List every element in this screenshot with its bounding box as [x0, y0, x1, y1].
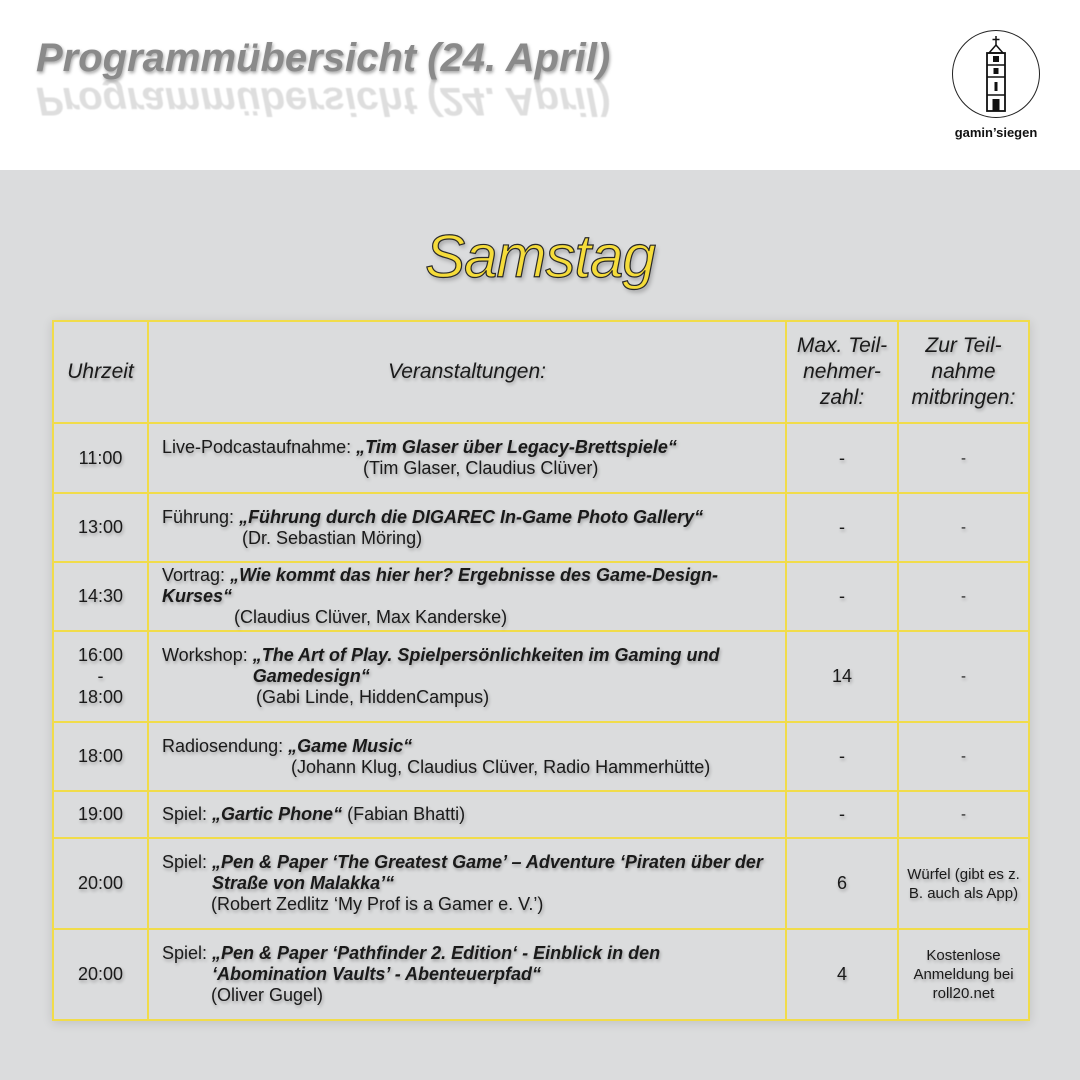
row-time-separator: - — [97, 666, 104, 686]
row-event — [148, 493, 786, 562]
row-max: - — [786, 791, 898, 838]
event-people: (Robert Zedlitz ‘My Prof is a Gamer e. V.’) — [211, 894, 544, 914]
row-time: 14:30 — [53, 562, 148, 631]
header — [0, 0, 1080, 170]
event-type: Spiel: — [162, 804, 208, 824]
row-bring: - — [898, 631, 1029, 722]
event-title: „Führung durch die DIGAREC In-Game Photo Gallery“ — [239, 506, 704, 527]
event-type: Workshop: — [162, 645, 248, 665]
row-bring: Würfel (gibt es z. B. auch als App) — [898, 838, 1029, 929]
tower-logo-icon — [952, 30, 1040, 118]
table-row — [53, 791, 1029, 838]
row-event — [148, 722, 786, 791]
event-people: (Johann Klug, Claudius Clüver, Radio Hammerhütte) — [291, 756, 711, 777]
row-time: 20:00 — [53, 929, 148, 1020]
row-event — [148, 423, 786, 493]
header-max-participants: Max. Teil-nehmer-zahl: — [786, 321, 898, 423]
table-row — [53, 722, 1029, 791]
row-time-start: 16:00 — [77, 645, 124, 665]
row-max: - — [786, 562, 898, 631]
table-row — [53, 493, 1029, 562]
event-people: (Claudius Clüver, Max Kanderske) — [234, 607, 508, 627]
event-title: „Tim Glaser über Legacy-Brettspiele“ — [356, 437, 677, 457]
table-row — [53, 562, 1029, 631]
row-event — [148, 562, 786, 631]
row-max: - — [786, 493, 898, 562]
row-time-end: 18:00 — [77, 687, 124, 707]
row-time: 19:00 — [53, 791, 148, 838]
row-bring: - — [898, 493, 1029, 562]
event-title: „Wie kommt das hier her? Ergebnisse des Game-Design-Kurses“ — [162, 565, 719, 606]
row-time: 11:00 — [53, 423, 148, 493]
row-time: 20:00 — [53, 838, 148, 929]
event-title: „Pen & Paper ‘Pathfinder 2. Edition‘ - Einblick in den ‘Abomination Vaults’ - Abenteuerpfad“ — [212, 943, 661, 984]
event-type: Spiel: — [162, 943, 208, 963]
event-title: „Pen & Paper ‘The Greatest Game’ – Adventure ‘Piraten über der Straße von Malakka’“ — [212, 852, 763, 893]
row-max: 4 — [786, 929, 898, 1020]
event-type: Live-Podcastaufnahme: — [162, 437, 352, 457]
event-type: Führung: — [162, 506, 235, 527]
header-time: Uhrzeit — [53, 321, 148, 423]
row-bring: - — [898, 423, 1029, 493]
row-max: - — [786, 722, 898, 791]
header-bring: Zur Teil-nahme mitbringen: — [898, 321, 1029, 423]
row-max: - — [786, 423, 898, 493]
event-people: (Gabi Linde, HiddenCampus) — [256, 687, 490, 707]
event-type: Vortrag: — [162, 565, 226, 585]
row-max: 14 — [786, 631, 898, 722]
table-row — [53, 929, 1029, 1020]
event-people: (Fabian Bhatti) — [347, 804, 466, 824]
row-bring: - — [898, 791, 1029, 838]
event-people: (Tim Glaser, Claudius Clüver) — [363, 458, 599, 478]
row-bring: Kostenlose Anmeldung bei roll20.net — [898, 929, 1029, 1020]
event-people: (Oliver Gugel) — [211, 985, 324, 1005]
page-title: Programmübersicht (24. April) — [36, 36, 611, 80]
table-row — [53, 838, 1029, 929]
row-bring: - — [898, 722, 1029, 791]
row-time — [53, 631, 148, 722]
day-heading: Samstag — [425, 223, 655, 290]
event-people: (Dr. Sebastian Möring) — [242, 527, 423, 548]
row-max: 6 — [786, 838, 898, 929]
event-type: Radiosendung: — [162, 735, 284, 756]
row-event — [148, 929, 786, 1020]
event-title: „Game Music“ — [288, 735, 413, 756]
table-header-row — [53, 321, 1029, 423]
event-title: „Gartic Phone“ — [212, 804, 343, 824]
logo-text: gamin’siegen — [954, 125, 1038, 140]
row-bring: - — [898, 562, 1029, 631]
header-events: Veranstaltungen: — [148, 321, 786, 423]
page-title-reflection: Programmübersicht (24. April) — [36, 79, 611, 123]
event-type: Spiel: — [162, 852, 208, 872]
program-table — [52, 320, 1030, 1021]
event-title: „The Art of Play. Spielpersönlichkeiten im Gaming und Gamedesign“ — [252, 645, 720, 686]
row-event — [148, 631, 786, 722]
row-time: 13:00 — [53, 493, 148, 562]
table-row — [53, 423, 1029, 493]
row-event — [148, 838, 786, 929]
table-row — [53, 631, 1029, 722]
row-time: 18:00 — [53, 722, 148, 791]
row-event — [148, 791, 786, 838]
